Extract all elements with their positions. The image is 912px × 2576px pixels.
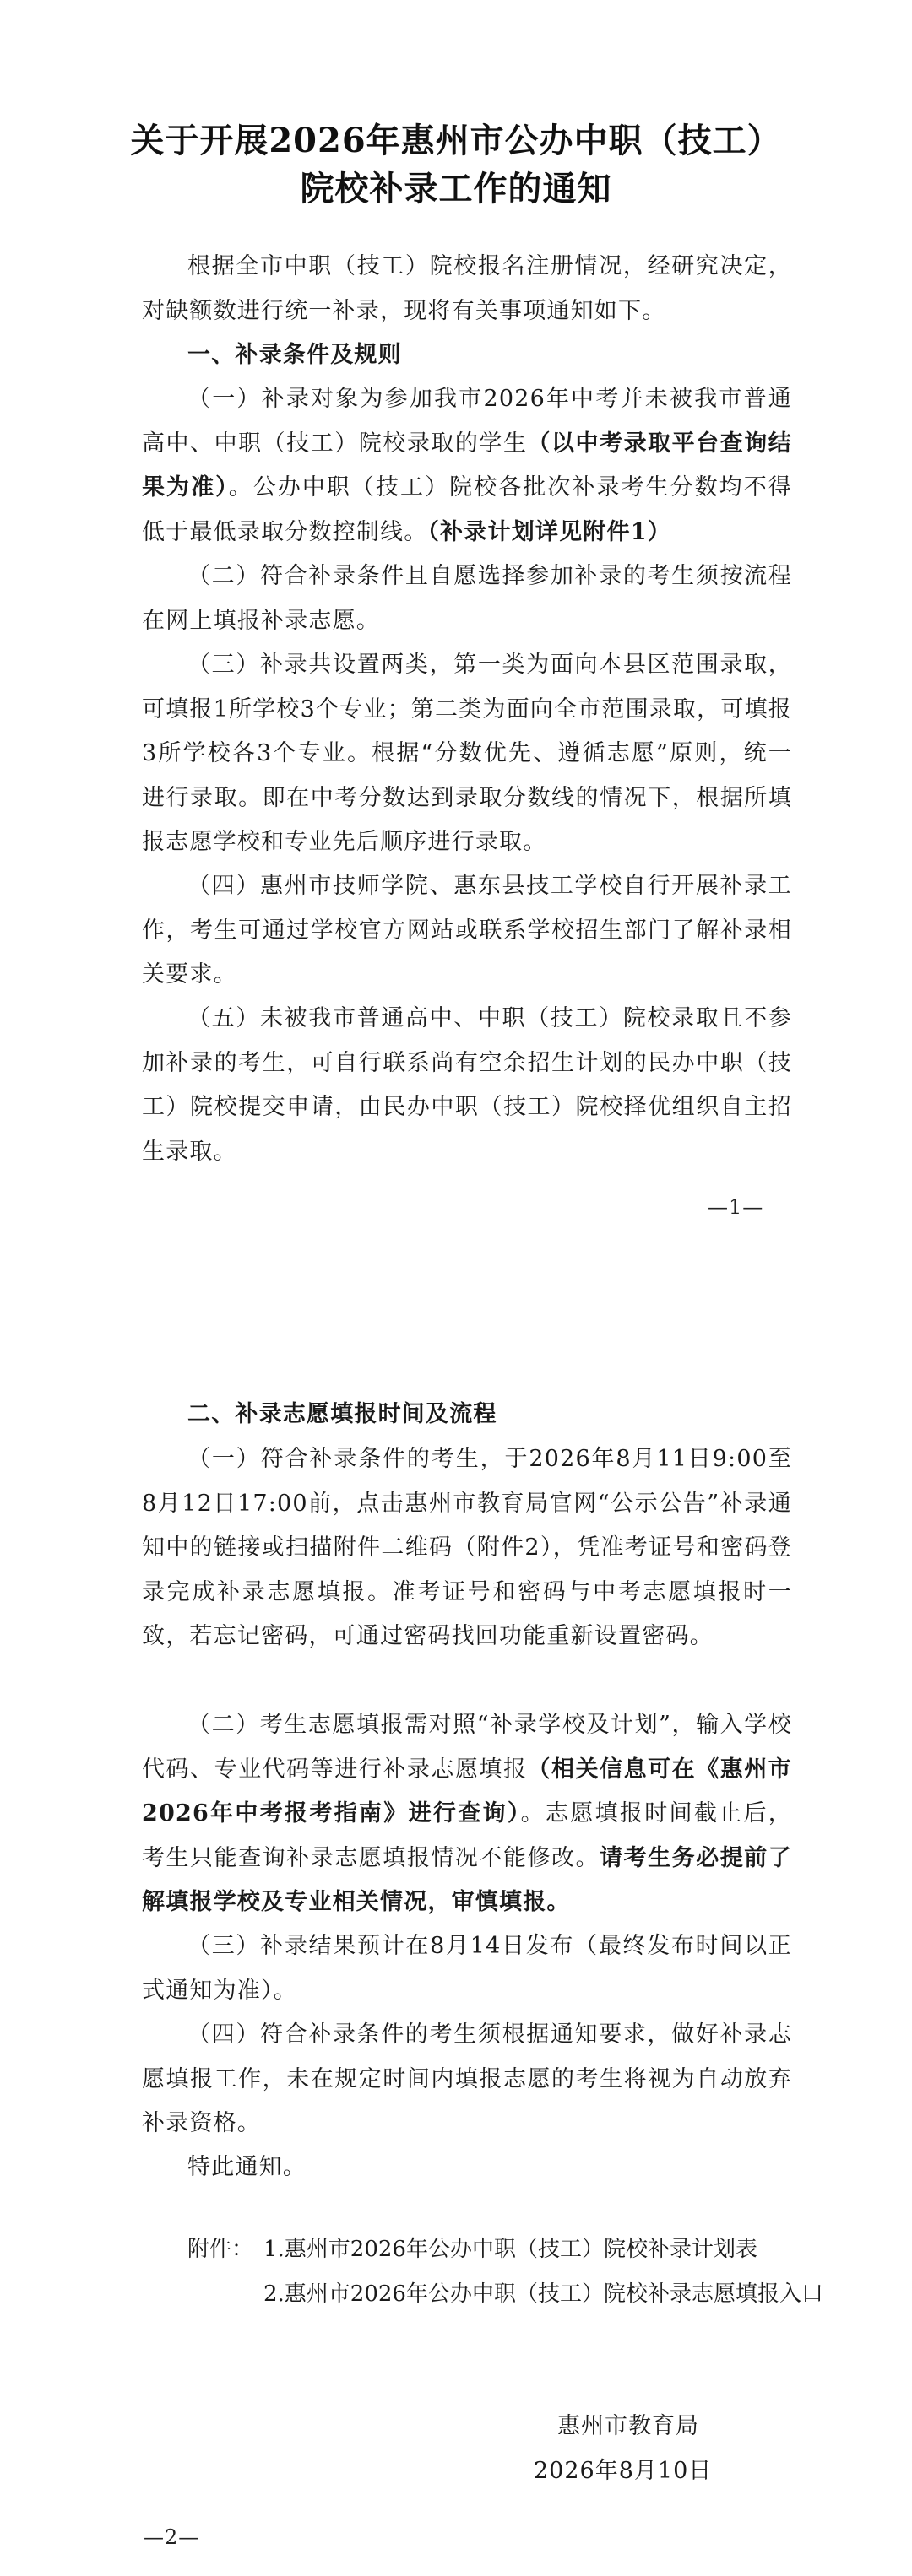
section-2-item-2 (142, 1703, 792, 1925)
section-1-item-1-bold-b: （以中考录取平台查询结果为准） (142, 430, 793, 501)
issue-date: 2026年8月10日 (534, 2458, 713, 2484)
page-number-2: —2— (144, 2525, 200, 2549)
section-1-item-4: （四）惠州市技师学院、惠东县技工学校自行开展补录工作，考生可通过学校官方网站或联系学校招生部门了解补录相关要求。 (142, 873, 792, 988)
section-1-item-1-text-c: 。公办中职（技工）院校各批次补录考生分数均不得低于最低录取分数控制线。 (142, 474, 792, 545)
section-1-item-5: （五）未被我市普通高中、中职（技工）院校录取且不参加补录的考生，可自行联系尚有空余招生计划的民办中职（技工）院校提交申请，由民办中职（技工）院校择优组织自主招生录取。 (142, 1005, 792, 1165)
section-2-item-1: （一）符合补录条件的考生，于2026年8月11日9:00至8月12日17:00前，点击惠州市教育局官网“公示公告”补录通知中的链接或扫描附件二维码（附件2），凭准考证号和密码登录完成补录志愿填报。准考证号和密码与中考志愿填报时一致，若忘记密码，可通过密码找回功能重新设置密码。 (142, 1446, 792, 1649)
document-title-line-1: 关于开展2026年惠州市公办中职（技工） (130, 121, 782, 160)
section-2-item-2-text-c: 。志愿填报时间截止后，考生只能查询补录志愿填报情况不能修改。 (142, 1800, 793, 1871)
section-1-item-1-bold-d: （补录计划详见附件1） (427, 518, 671, 545)
section-2-item-2-bold-d: 请考生务必提前了解填报学校及专业相关情况，审慎填报。 (142, 1844, 792, 1915)
attachments-label: 附件： (187, 2237, 254, 2262)
section-2-heading: 二、补录志愿填报时间及流程 (187, 1401, 497, 1427)
section-1-item-1-text-a: （一）补录对象为参加我市2026年中考并未被我市普通高中、中职（技工）院校录取的学生 (142, 386, 792, 457)
document-title-line-2: 院校补录工作的通知 (300, 169, 612, 208)
section-2-item-2-bold-b: （相关信息可在《惠州市2026年中考报考指南》进行查询） (142, 1756, 793, 1826)
section-2-item-2-text-a: （二）考生志愿填报需对照“补录学校及计划”，输入学校代码、专业代码等进行补录志愿填报 (142, 1712, 792, 1783)
document-page-2 (0, 1350, 912, 2576)
attachment-item-1: 1.惠州市2026年公办中职（技工）院校补录计划表 (263, 2237, 757, 2262)
intro-paragraph: 根据全市中职（技工）院校报名注册情况，经研究决定，对缺额数进行统一补录，现将有关事项通知如下。 (142, 253, 792, 324)
document-page-1 (0, 0, 912, 1258)
page-number-1: —1— (708, 1195, 764, 1219)
section-2-item-4: （四）符合补录条件的考生须根据通知要求，做好补录志愿填报工作，未在规定时间内填报志愿的考生将视为自动放弃补录资格。 (142, 2021, 792, 2136)
section-1-item-2: （二）符合补录条件且自愿选择参加补录的考生须按流程在网上填报补录志愿。 (142, 563, 792, 634)
closing-remark: 特此通知。 (187, 2154, 307, 2180)
section-1-item-3: （三）补录共设置两类，第一类为面向本县区范围录取，可填报1所学校3个专业；第二类为面向全市范围录取，可填报3所学校各3个专业。根据“分数优先、遵循志愿”原则，统一进行录取。即在中考分数达到录取分数线的情况下，根据所填报志愿学校和专业先后顺序进行录取。 (142, 652, 792, 855)
section-1-item-1 (142, 377, 792, 555)
attachment-item-2: 2.惠州市2026年公办中职（技工）院校补录志愿填报入口 (263, 2281, 823, 2307)
section-2-item-3: （三）补录结果预计在8月14日发布（最终发布时间以正式通知为准）。 (142, 1933, 792, 2004)
issuer-name: 惠州市教育局 (557, 2413, 699, 2439)
section-1-heading: 一、补录条件及规则 (187, 342, 402, 368)
